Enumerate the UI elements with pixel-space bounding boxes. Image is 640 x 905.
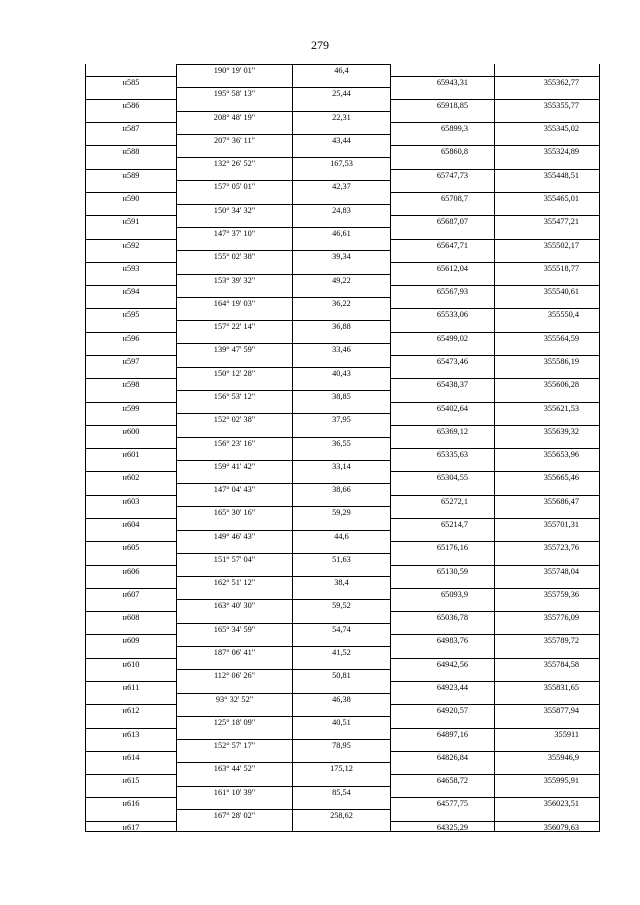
y-coordinate: 355324,89 [494, 145, 600, 157]
point-row [85, 518, 600, 530]
direction-angle: 207° 36' 11" [176, 134, 292, 146]
point-row [85, 378, 600, 390]
y-coordinate: 355606,28 [494, 378, 600, 390]
x-coordinate: 64920,57 [390, 704, 494, 716]
segment-length: 46,38 [292, 693, 390, 705]
page-number: 279 [311, 38, 329, 52]
segment-row [85, 506, 600, 518]
point-row [85, 425, 600, 437]
point-row [85, 145, 600, 157]
direction-angle: 165° 30' 16" [176, 506, 292, 518]
point-row [85, 751, 600, 763]
segment-row [85, 716, 600, 728]
direction-angle: 150° 12' 28" [176, 367, 292, 379]
segment-length: 41,52 [292, 646, 390, 658]
segment-row [85, 250, 600, 262]
point-id: н590 [85, 192, 176, 204]
point-id: н589 [85, 169, 176, 181]
segment-row [85, 809, 600, 821]
segment-length: 43,44 [292, 134, 390, 146]
x-coordinate: 65899,3 [390, 122, 494, 134]
direction-angle: 195° 58' 13" [176, 87, 292, 99]
point-id: н611 [85, 681, 176, 693]
segment-length: 36,22 [292, 297, 390, 309]
segment-row [85, 134, 600, 146]
direction-angle: 152° 02' 38" [176, 413, 292, 425]
segment-length: 46,4 [292, 64, 390, 76]
segment-length: 51,63 [292, 553, 390, 565]
x-coordinate: 64897,16 [390, 728, 494, 740]
x-coordinate: 64577,75 [390, 797, 494, 809]
direction-angle: 163° 44' 52" [176, 762, 292, 774]
segment-row [85, 64, 600, 76]
point-row [85, 774, 600, 786]
segment-length: 78,95 [292, 739, 390, 751]
direction-angle: 167° 28' 02" [176, 809, 292, 821]
point-id: н616 [85, 797, 176, 809]
direction-angle: 157° 05' 01" [176, 180, 292, 192]
x-coordinate: 65708,7 [390, 192, 494, 204]
segment-length: 44,6 [292, 530, 390, 542]
direction-angle: 159° 41' 42" [176, 460, 292, 472]
segment-length: 24,83 [292, 204, 390, 216]
x-coordinate: 65272,1 [390, 495, 494, 507]
direction-angle: 164° 19' 03" [176, 297, 292, 309]
point-row [85, 285, 600, 297]
point-id: н599 [85, 402, 176, 414]
segment-row [85, 204, 600, 216]
point-row [85, 658, 600, 670]
x-coordinate: 65612,04 [390, 262, 494, 274]
point-id: н597 [85, 355, 176, 367]
y-coordinate: 355639,32 [494, 425, 600, 437]
point-row [85, 308, 600, 320]
segment-length: 50,81 [292, 669, 390, 681]
y-coordinate: 355995,91 [494, 774, 600, 786]
point-id: н608 [85, 611, 176, 623]
x-coordinate: 65747,73 [390, 169, 494, 181]
point-row [85, 448, 600, 460]
point-id: н602 [85, 471, 176, 483]
direction-angle: 157° 22' 14" [176, 320, 292, 332]
point-id: н593 [85, 262, 176, 274]
segment-row [85, 297, 600, 309]
point-row [85, 588, 600, 600]
y-coordinate: 355686,47 [494, 495, 600, 507]
point-id: н587 [85, 122, 176, 134]
x-coordinate: 64923,44 [390, 681, 494, 693]
point-id: н604 [85, 518, 176, 530]
direction-angle: 150° 34' 32" [176, 204, 292, 216]
point-id: н592 [85, 239, 176, 251]
x-coordinate: 64983,76 [390, 634, 494, 646]
direction-angle: 208° 48' 19" [176, 111, 292, 123]
point-id: н594 [85, 285, 176, 297]
point-id: н588 [85, 145, 176, 157]
y-coordinate: 355831,65 [494, 681, 600, 693]
segment-length: 85,54 [292, 786, 390, 798]
point-id: н591 [85, 215, 176, 227]
segment-row [85, 111, 600, 123]
point-id: н609 [85, 634, 176, 646]
direction-angle: 139° 47' 59" [176, 343, 292, 355]
segment-row [85, 739, 600, 751]
segment-row [85, 623, 600, 635]
x-coordinate: 65036,78 [390, 611, 494, 623]
y-coordinate: 355586,19 [494, 355, 600, 367]
segment-row [85, 599, 600, 611]
segment-row [85, 553, 600, 565]
y-coordinate: 355518,77 [494, 262, 600, 274]
point-row [85, 704, 600, 716]
segment-length: 42,37 [292, 180, 390, 192]
survey-coordinates-table [85, 64, 600, 832]
direction-angle: 132° 26' 52" [176, 157, 292, 169]
y-coordinate: 355759,36 [494, 588, 600, 600]
segment-length: 40,51 [292, 716, 390, 728]
point-row [85, 471, 600, 483]
segment-length: 25,44 [292, 87, 390, 99]
direction-angle: 156° 53' 12" [176, 390, 292, 402]
segment-row [85, 576, 600, 588]
x-coordinate: 64325,29 [390, 821, 494, 833]
y-coordinate: 355355,77 [494, 99, 600, 111]
x-coordinate: 65473,46 [390, 355, 494, 367]
direction-angle: 151° 57' 04" [176, 553, 292, 565]
y-coordinate: 355877,94 [494, 704, 600, 716]
point-row [85, 495, 600, 507]
segment-length: 40,43 [292, 367, 390, 379]
x-coordinate: 64658,72 [390, 774, 494, 786]
segment-row [85, 483, 600, 495]
segment-row [85, 437, 600, 449]
point-row [85, 76, 600, 88]
x-coordinate: 65402,64 [390, 402, 494, 414]
point-id: н605 [85, 541, 176, 553]
direction-angle: 125° 18' 09" [176, 716, 292, 728]
x-coordinate: 65369,12 [390, 425, 494, 437]
direction-angle: 149° 46' 43" [176, 530, 292, 542]
x-coordinate: 65943,31 [390, 76, 494, 88]
segment-row [85, 530, 600, 542]
y-coordinate: 355448,51 [494, 169, 600, 181]
segment-row [85, 367, 600, 379]
y-coordinate: 356023,51 [494, 797, 600, 809]
point-row [85, 99, 600, 111]
point-id: н615 [85, 774, 176, 786]
point-id: н585 [85, 76, 176, 88]
segment-row [85, 693, 600, 705]
point-row [85, 611, 600, 623]
point-row [85, 355, 600, 367]
segment-row [85, 669, 600, 681]
y-coordinate: 355653,96 [494, 448, 600, 460]
segment-row [85, 157, 600, 169]
y-coordinate: 355665,46 [494, 471, 600, 483]
segment-row [85, 87, 600, 99]
y-coordinate: 356079,63 [494, 821, 600, 833]
direction-angle: 152° 57' 17" [176, 739, 292, 751]
direction-angle: 190° 19' 01" [176, 64, 292, 76]
segment-length: 38,4 [292, 576, 390, 588]
point-row [85, 192, 600, 204]
point-id: н601 [85, 448, 176, 460]
y-coordinate: 355564,59 [494, 332, 600, 344]
y-coordinate: 355911 [494, 728, 600, 740]
segment-length: 46,61 [292, 227, 390, 239]
direction-angle: 162° 51' 12" [176, 576, 292, 588]
point-id: н598 [85, 378, 176, 390]
segment-row [85, 646, 600, 658]
x-coordinate: 65214,7 [390, 518, 494, 530]
segment-length: 33,14 [292, 460, 390, 472]
segment-length: 39,34 [292, 250, 390, 262]
segment-row [85, 274, 600, 286]
x-coordinate: 64826,84 [390, 751, 494, 763]
x-coordinate: 65567,93 [390, 285, 494, 297]
segment-length: 167,53 [292, 157, 390, 169]
segment-length: 22,31 [292, 111, 390, 123]
point-id: н606 [85, 565, 176, 577]
direction-angle: 161° 10' 39" [176, 786, 292, 798]
point-id: н586 [85, 99, 176, 111]
y-coordinate: 355550,4 [494, 308, 600, 320]
x-coordinate: 65687,07 [390, 215, 494, 227]
segment-length: 54,74 [292, 623, 390, 635]
segment-row [85, 390, 600, 402]
point-id: н607 [85, 588, 176, 600]
point-id: н595 [85, 308, 176, 320]
point-id: н596 [85, 332, 176, 344]
point-id: н603 [85, 495, 176, 507]
point-row [85, 332, 600, 344]
point-row [85, 122, 600, 134]
direction-angle: 147° 37' 10" [176, 227, 292, 239]
point-row [85, 797, 600, 809]
y-coordinate: 355723,76 [494, 541, 600, 553]
point-id: н610 [85, 658, 176, 670]
segment-length: 175,12 [292, 762, 390, 774]
point-row [85, 169, 600, 181]
x-coordinate: 65860,8 [390, 145, 494, 157]
direction-angle: 147° 04' 43" [176, 483, 292, 495]
direction-angle: 156° 23' 16" [176, 437, 292, 449]
point-id: н612 [85, 704, 176, 716]
point-row [85, 728, 600, 740]
segment-length: 33,46 [292, 343, 390, 355]
y-coordinate: 355946,9 [494, 751, 600, 763]
segment-length: 49,22 [292, 274, 390, 286]
y-coordinate: 355701,31 [494, 518, 600, 530]
x-coordinate: 65335,63 [390, 448, 494, 460]
direction-angle: 155° 02' 38" [176, 250, 292, 262]
point-row [85, 402, 600, 414]
point-row [85, 215, 600, 227]
y-coordinate: 355748,04 [494, 565, 600, 577]
x-coordinate: 65438,37 [390, 378, 494, 390]
segment-row [85, 786, 600, 798]
segment-row [85, 180, 600, 192]
x-coordinate: 65130,59 [390, 565, 494, 577]
direction-angle: 93° 32' 52" [176, 693, 292, 705]
point-row [85, 565, 600, 577]
segment-row [85, 762, 600, 774]
x-coordinate: 65533,06 [390, 308, 494, 320]
x-coordinate: 65647,71 [390, 239, 494, 251]
y-coordinate: 355540,61 [494, 285, 600, 297]
y-coordinate: 355465,01 [494, 192, 600, 204]
y-coordinate: 355621,53 [494, 402, 600, 414]
point-row [85, 681, 600, 693]
point-id: н613 [85, 728, 176, 740]
segment-length: 36,55 [292, 437, 390, 449]
segment-length: 38,85 [292, 390, 390, 402]
segment-length: 59,29 [292, 506, 390, 518]
point-id: н600 [85, 425, 176, 437]
x-coordinate: 65499,02 [390, 332, 494, 344]
point-row [85, 262, 600, 274]
x-coordinate: 65176,16 [390, 541, 494, 553]
y-coordinate: 355502,17 [494, 239, 600, 251]
direction-angle: 112° 06' 26" [176, 669, 292, 681]
y-coordinate: 355362,77 [494, 76, 600, 88]
y-coordinate: 355345,02 [494, 122, 600, 134]
segment-length: 37,95 [292, 413, 390, 425]
point-row [85, 541, 600, 553]
point-id: н617 [85, 821, 176, 833]
y-coordinate: 355789,72 [494, 634, 600, 646]
point-row [85, 634, 600, 646]
point-row [85, 821, 600, 833]
segment-row [85, 413, 600, 425]
x-coordinate: 64942,56 [390, 658, 494, 670]
point-row [85, 239, 600, 251]
x-coordinate: 65093,9 [390, 588, 494, 600]
y-coordinate: 355784,58 [494, 658, 600, 670]
segment-length: 258,62 [292, 809, 390, 821]
direction-angle: 165° 34' 59" [176, 623, 292, 635]
segment-row [85, 460, 600, 472]
segment-row [85, 227, 600, 239]
point-id: н614 [85, 751, 176, 763]
segment-row [85, 320, 600, 332]
direction-angle: 153° 39' 32" [176, 274, 292, 286]
segment-row [85, 343, 600, 355]
x-coordinate: 65304,55 [390, 471, 494, 483]
x-coordinate: 65918,85 [390, 99, 494, 111]
segment-length: 59,52 [292, 599, 390, 611]
direction-angle: 163° 40' 30" [176, 599, 292, 611]
direction-angle: 187° 06' 41" [176, 646, 292, 658]
segment-length: 38,66 [292, 483, 390, 495]
y-coordinate: 355776,09 [494, 611, 600, 623]
segment-length: 36,88 [292, 320, 390, 332]
y-coordinate: 355477,21 [494, 215, 600, 227]
